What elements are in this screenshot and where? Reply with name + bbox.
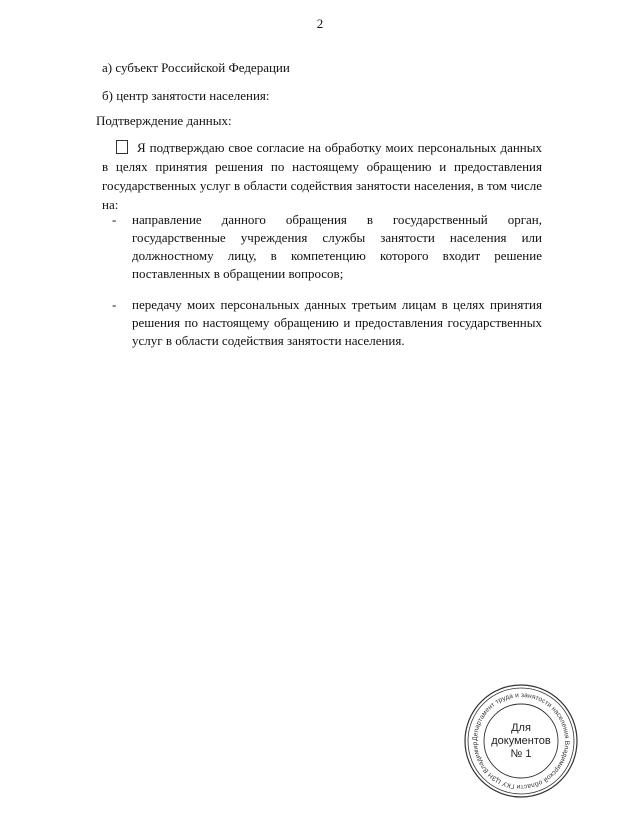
list-item xyxy=(112,211,542,283)
consent-checkbox[interactable] xyxy=(116,140,128,154)
consent-text: Я подтверждаю свое согласие на обработку моих персональных данных в целях принятия решения по настоящему обращению и предоставления государственных услуг в области содействия занятости населения, в том числе на: xyxy=(102,140,542,212)
option-a: а) субъект Российской Федерации xyxy=(102,60,290,75)
list-item xyxy=(112,296,542,350)
official-stamp xyxy=(462,682,580,800)
stamp-line-3: № 1 xyxy=(510,747,532,760)
stamp-line-1: Для xyxy=(511,721,531,734)
bullet-dash: - xyxy=(112,212,117,227)
stamp-center xyxy=(462,682,580,800)
stamp-line-2: документов xyxy=(491,734,551,747)
consent-list xyxy=(112,211,542,350)
list-item-text: направление данного обращения в государственный орган, государственные учреждения службы занятости населения или должностному лицу, в компетенцию которого входит решение поставленных в обращении вопросов; xyxy=(132,212,542,281)
list-item-text: передачу моих персональных данных третьим лицам в целях принятия решения по настоящему обращению и предоставления государственных услуг в области содействия занятости населения. xyxy=(132,297,542,348)
confirmation-heading: Подтверждение данных: xyxy=(96,113,232,128)
consent-paragraph xyxy=(102,138,542,214)
option-b: б) центр занятости населения: xyxy=(102,88,270,103)
stamp-ring-text: Департамент труда и занятости населения Владимирской области ГКУ ЦЗН Владимир xyxy=(471,691,571,791)
bullet-dash: - xyxy=(112,297,117,312)
page-number: 2 xyxy=(316,16,324,31)
